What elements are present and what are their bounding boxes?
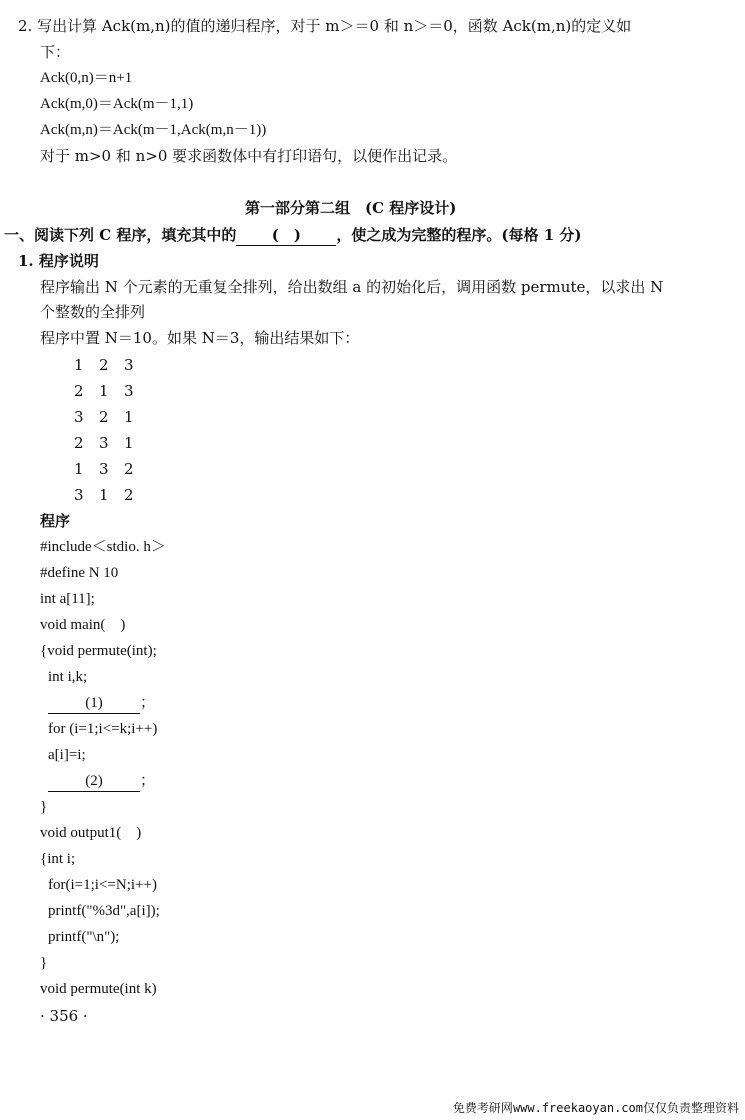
instruction-pre: 一、阅读下列 C 程序，填充其中的	[4, 226, 237, 244]
section-instruction	[4, 225, 581, 246]
page-number: · 356 ·	[40, 1007, 88, 1025]
code-line: {int i;	[40, 851, 76, 867]
watermark-pre: 免费考研网	[452, 1101, 513, 1115]
blank-1: (1)	[48, 693, 140, 714]
code-line: void output1( )	[40, 825, 142, 841]
code-line: for (i=1;i<=k;i++)	[48, 721, 158, 737]
code-blank-2-line	[48, 771, 155, 792]
code-line: printf("\n");	[48, 929, 120, 945]
watermark-footer	[453, 1099, 739, 1116]
code-line: {void permute(int);	[40, 643, 157, 659]
ack-definition-3: Ack(m,n)＝Ack(m－1,Ack(m,n－1))	[40, 122, 267, 138]
q2-line-2: 下：	[40, 43, 71, 61]
code-line: #define N 10	[40, 565, 119, 581]
watermark-post: 仅仅负责整理资料	[642, 1101, 739, 1115]
instruction-post: ，使之成为完整的程序。(每格 1 分)	[336, 226, 582, 244]
output-row: 3 1 2	[74, 486, 134, 504]
section-heading: 第一部分第二组 (C 程序设计)	[245, 199, 457, 217]
output-row: 3 2 1	[74, 408, 134, 426]
semicolon: ；	[140, 695, 156, 711]
code-line: printf("%3d",a[i]);	[48, 903, 160, 919]
ack-definition-1: Ack(0,n)＝n+1	[40, 70, 133, 86]
code-line: a[i]=i;	[48, 747, 86, 763]
code-line: int i,k;	[48, 669, 88, 685]
watermark-site: www.freekaoyan.com	[512, 1101, 643, 1115]
semicolon: ；	[140, 773, 156, 789]
blank-2: (2)	[48, 771, 140, 792]
q2-note: 对于 m>0 和 n>0 要求函数体中有打印语句，以便作出记录。	[40, 147, 458, 165]
code-blank-1-line	[48, 693, 155, 714]
code-line: int a[11];	[40, 591, 95, 607]
program-description-2: 个整数的全排列	[40, 303, 146, 321]
program-description-1: 程序输出 N 个元素的无重复全排列，给出数组 a 的初始化后，调用函数 permute，以求出 N	[40, 278, 664, 296]
code-line: }	[40, 799, 48, 815]
code-line: void permute(int k)	[40, 981, 157, 997]
code-line: for(i=1;i<=N;i++)	[48, 877, 157, 893]
output-row: 1 2 3	[74, 356, 134, 374]
instruction-blank: ( )	[236, 225, 336, 246]
code-line: }	[40, 955, 48, 971]
output-row: 2 3 1	[74, 434, 134, 452]
output-row: 1 3 2	[74, 460, 134, 478]
code-line: #include＜stdio. h＞	[40, 539, 166, 555]
program-description-3: 程序中置 N＝10。如果 N＝3，输出结果如下：	[40, 329, 360, 347]
program-label: 程序	[40, 512, 71, 530]
code-line: void main( )	[40, 617, 126, 633]
output-row: 2 1 3	[74, 382, 134, 400]
ack-definition-2: Ack(m,0)＝Ack(m－1,1)	[40, 96, 194, 112]
q2-line-1: 2. 写出计算 Ack(m,n)的值的递归程序，对于 m＞＝0 和 n＞＝0，函数 Ack(m,n)的定义如	[18, 17, 632, 35]
program-description-title: 1. 程序说明	[18, 252, 99, 270]
